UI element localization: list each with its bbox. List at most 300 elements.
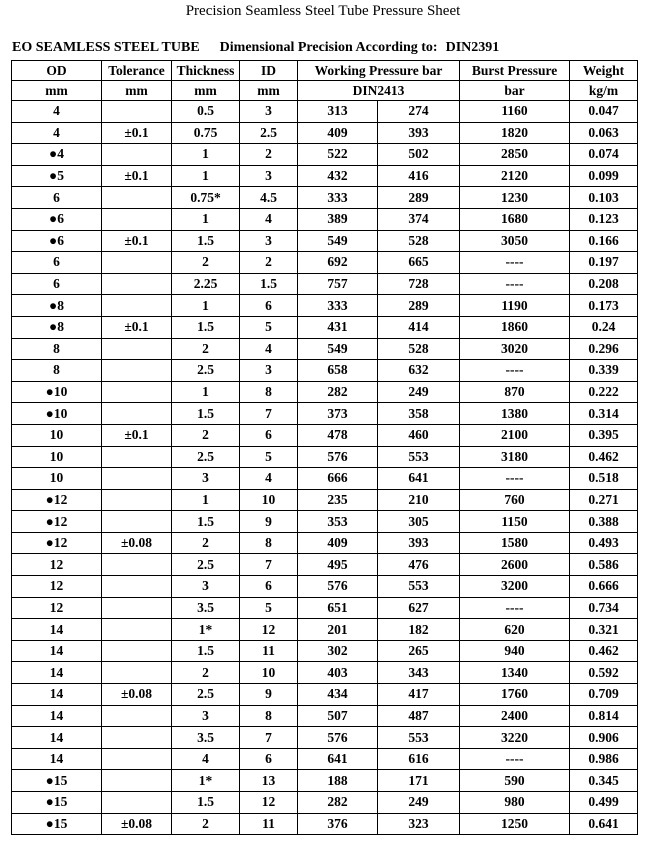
specification-table bbox=[11, 60, 638, 835]
cell-working-pressure-b: 417 bbox=[378, 684, 460, 706]
cell-thickness: 2.5 bbox=[172, 554, 240, 576]
cell-burst-pressure: 1340 bbox=[460, 662, 570, 684]
cell-weight: 0.047 bbox=[570, 101, 638, 123]
cell-working-pressure-a: 658 bbox=[298, 360, 378, 382]
cell-od: 14 bbox=[12, 662, 102, 684]
cell-working-pressure-b: 323 bbox=[378, 813, 460, 835]
table-row bbox=[12, 295, 638, 317]
cell-od: ●6 bbox=[12, 230, 102, 252]
cell-burst-pressure: 3180 bbox=[460, 446, 570, 468]
cell-od: ●8 bbox=[12, 295, 102, 317]
cell-working-pressure-b: 414 bbox=[378, 316, 460, 338]
cell-od: 14 bbox=[12, 727, 102, 749]
cell-id: 2.5 bbox=[240, 122, 298, 144]
cell-thickness: 2.5 bbox=[172, 446, 240, 468]
col-header-thickness: Thickness bbox=[172, 61, 240, 81]
cell-working-pressure-b: 343 bbox=[378, 662, 460, 684]
table-row bbox=[12, 662, 638, 684]
cell-tolerance bbox=[102, 381, 172, 403]
cell-weight: 0.388 bbox=[570, 511, 638, 533]
table-row bbox=[12, 165, 638, 187]
cell-working-pressure-a: 507 bbox=[298, 705, 378, 727]
cell-tolerance bbox=[102, 662, 172, 684]
col-unit-od: mm bbox=[12, 81, 102, 101]
cell-weight: 0.734 bbox=[570, 597, 638, 619]
cell-tolerance bbox=[102, 489, 172, 511]
cell-od: 10 bbox=[12, 446, 102, 468]
cell-id: 3 bbox=[240, 360, 298, 382]
cell-burst-pressure: ---- bbox=[460, 360, 570, 382]
cell-id: 6 bbox=[240, 295, 298, 317]
cell-thickness: 3.5 bbox=[172, 597, 240, 619]
cell-tolerance bbox=[102, 187, 172, 209]
cell-od: 8 bbox=[12, 360, 102, 382]
cell-working-pressure-b: 641 bbox=[378, 468, 460, 490]
cell-tolerance bbox=[102, 101, 172, 123]
cell-burst-pressure: 940 bbox=[460, 640, 570, 662]
cell-tolerance bbox=[102, 403, 172, 425]
cell-id: 7 bbox=[240, 727, 298, 749]
cell-working-pressure-b: 728 bbox=[378, 273, 460, 295]
table-row bbox=[12, 619, 638, 641]
col-unit-tolerance: mm bbox=[102, 81, 172, 101]
cell-weight: 0.099 bbox=[570, 165, 638, 187]
company-name: EO SEAMLESS STEEL TUBE bbox=[12, 40, 200, 55]
cell-id: 3 bbox=[240, 101, 298, 123]
col-header-tolerance: Tolerance bbox=[102, 61, 172, 81]
table-row bbox=[12, 576, 638, 598]
cell-weight: 0.208 bbox=[570, 273, 638, 295]
cell-od: ●15 bbox=[12, 770, 102, 792]
cell-tolerance: ±0.1 bbox=[102, 230, 172, 252]
cell-od: 10 bbox=[12, 468, 102, 490]
cell-id: 2 bbox=[240, 252, 298, 274]
precision-standard: DIN2391 bbox=[445, 40, 500, 55]
cell-weight: 0.314 bbox=[570, 403, 638, 425]
cell-burst-pressure: 3220 bbox=[460, 727, 570, 749]
cell-working-pressure-b: 632 bbox=[378, 360, 460, 382]
cell-weight: 0.166 bbox=[570, 230, 638, 252]
cell-burst-pressure: 1680 bbox=[460, 208, 570, 230]
cell-id: 8 bbox=[240, 381, 298, 403]
table-row bbox=[12, 403, 638, 425]
cell-working-pressure-a: 282 bbox=[298, 792, 378, 814]
cell-weight: 0.063 bbox=[570, 122, 638, 144]
cell-tolerance: ±0.08 bbox=[102, 532, 172, 554]
cell-id: 1.5 bbox=[240, 273, 298, 295]
cell-id: 7 bbox=[240, 403, 298, 425]
cell-working-pressure-b: 171 bbox=[378, 770, 460, 792]
cell-burst-pressure: ---- bbox=[460, 597, 570, 619]
cell-weight: 0.986 bbox=[570, 748, 638, 770]
cell-burst-pressure: 1380 bbox=[460, 403, 570, 425]
cell-od: 14 bbox=[12, 619, 102, 641]
cell-working-pressure-b: 249 bbox=[378, 792, 460, 814]
table-row bbox=[12, 187, 638, 209]
cell-working-pressure-b: 502 bbox=[378, 144, 460, 166]
cell-id: 4 bbox=[240, 208, 298, 230]
cell-weight: 0.321 bbox=[570, 619, 638, 641]
cell-tolerance bbox=[102, 770, 172, 792]
cell-od: 14 bbox=[12, 640, 102, 662]
col-header-working-pressure: Working Pressure bar bbox=[298, 61, 460, 81]
cell-id: 12 bbox=[240, 619, 298, 641]
cell-thickness: 3 bbox=[172, 576, 240, 598]
cell-weight: 0.103 bbox=[570, 187, 638, 209]
cell-tolerance: ±0.1 bbox=[102, 165, 172, 187]
col-unit-burst: bar bbox=[460, 81, 570, 101]
cell-thickness: 1.5 bbox=[172, 403, 240, 425]
cell-thickness: 3 bbox=[172, 468, 240, 490]
cell-od: ●5 bbox=[12, 165, 102, 187]
cell-thickness: 1.5 bbox=[172, 511, 240, 533]
table-row bbox=[12, 144, 638, 166]
col-header-weight: Weight bbox=[570, 61, 638, 81]
cell-burst-pressure: 1860 bbox=[460, 316, 570, 338]
cell-id: 6 bbox=[240, 576, 298, 598]
col-working-standard: DIN2413 bbox=[298, 81, 460, 101]
cell-burst-pressure: 1250 bbox=[460, 813, 570, 835]
table-row bbox=[12, 792, 638, 814]
table-row bbox=[12, 252, 638, 274]
table-row bbox=[12, 446, 638, 468]
cell-working-pressure-a: 313 bbox=[298, 101, 378, 123]
cell-weight: 0.271 bbox=[570, 489, 638, 511]
cell-burst-pressure: 3020 bbox=[460, 338, 570, 360]
table-row bbox=[12, 597, 638, 619]
cell-tolerance bbox=[102, 748, 172, 770]
cell-working-pressure-a: 666 bbox=[298, 468, 378, 490]
cell-working-pressure-a: 353 bbox=[298, 511, 378, 533]
cell-weight: 0.462 bbox=[570, 640, 638, 662]
cell-weight: 0.074 bbox=[570, 144, 638, 166]
table-row bbox=[12, 273, 638, 295]
cell-burst-pressure: 1150 bbox=[460, 511, 570, 533]
cell-id: 4 bbox=[240, 338, 298, 360]
cell-tolerance bbox=[102, 144, 172, 166]
cell-working-pressure-a: 302 bbox=[298, 640, 378, 662]
cell-od: 6 bbox=[12, 252, 102, 274]
cell-thickness: 2 bbox=[172, 662, 240, 684]
subtitle-line bbox=[12, 40, 499, 56]
cell-thickness: 1 bbox=[172, 295, 240, 317]
cell-od: 4 bbox=[12, 122, 102, 144]
cell-thickness: 2 bbox=[172, 338, 240, 360]
cell-tolerance bbox=[102, 338, 172, 360]
cell-working-pressure-b: 665 bbox=[378, 252, 460, 274]
cell-weight: 0.666 bbox=[570, 576, 638, 598]
cell-burst-pressure: 980 bbox=[460, 792, 570, 814]
cell-tolerance bbox=[102, 640, 172, 662]
cell-tolerance: ±0.1 bbox=[102, 316, 172, 338]
cell-thickness: 2.5 bbox=[172, 684, 240, 706]
cell-working-pressure-b: 553 bbox=[378, 446, 460, 468]
cell-working-pressure-a: 235 bbox=[298, 489, 378, 511]
cell-thickness: 2 bbox=[172, 532, 240, 554]
cell-working-pressure-a: 576 bbox=[298, 727, 378, 749]
cell-thickness: 1.5 bbox=[172, 640, 240, 662]
cell-burst-pressure: 590 bbox=[460, 770, 570, 792]
cell-working-pressure-a: 576 bbox=[298, 576, 378, 598]
cell-thickness: 1 bbox=[172, 144, 240, 166]
table-row bbox=[12, 748, 638, 770]
table-row bbox=[12, 489, 638, 511]
cell-id: 9 bbox=[240, 511, 298, 533]
cell-working-pressure-b: 305 bbox=[378, 511, 460, 533]
cell-burst-pressure: 3050 bbox=[460, 230, 570, 252]
cell-working-pressure-b: 393 bbox=[378, 122, 460, 144]
cell-od: ●8 bbox=[12, 316, 102, 338]
cell-thickness: 1 bbox=[172, 208, 240, 230]
cell-burst-pressure: 2120 bbox=[460, 165, 570, 187]
cell-od: ●12 bbox=[12, 511, 102, 533]
cell-burst-pressure: 2600 bbox=[460, 554, 570, 576]
cell-working-pressure-a: 333 bbox=[298, 187, 378, 209]
cell-burst-pressure: 620 bbox=[460, 619, 570, 641]
cell-od: 4 bbox=[12, 101, 102, 123]
cell-thickness: 3.5 bbox=[172, 727, 240, 749]
cell-thickness: 4 bbox=[172, 748, 240, 770]
cell-burst-pressure: 1580 bbox=[460, 532, 570, 554]
cell-thickness: 2.25 bbox=[172, 273, 240, 295]
cell-id: 9 bbox=[240, 684, 298, 706]
col-header-burst-pressure: Burst Pressure bbox=[460, 61, 570, 81]
cell-working-pressure-b: 553 bbox=[378, 576, 460, 598]
cell-working-pressure-a: 434 bbox=[298, 684, 378, 706]
table-row bbox=[12, 230, 638, 252]
cell-od: 12 bbox=[12, 597, 102, 619]
cell-burst-pressure: 870 bbox=[460, 381, 570, 403]
cell-working-pressure-a: 522 bbox=[298, 144, 378, 166]
cell-weight: 0.197 bbox=[570, 252, 638, 274]
cell-id: 3 bbox=[240, 230, 298, 252]
cell-working-pressure-b: 358 bbox=[378, 403, 460, 425]
cell-working-pressure-b: 487 bbox=[378, 705, 460, 727]
cell-weight: 0.814 bbox=[570, 705, 638, 727]
cell-working-pressure-a: 373 bbox=[298, 403, 378, 425]
table-row bbox=[12, 640, 638, 662]
table-row bbox=[12, 338, 638, 360]
cell-thickness: 0.75* bbox=[172, 187, 240, 209]
cell-id: 11 bbox=[240, 813, 298, 835]
cell-od: 12 bbox=[12, 554, 102, 576]
cell-thickness: 1* bbox=[172, 770, 240, 792]
cell-tolerance bbox=[102, 705, 172, 727]
cell-working-pressure-a: 757 bbox=[298, 273, 378, 295]
cell-working-pressure-b: 289 bbox=[378, 187, 460, 209]
cell-weight: 0.709 bbox=[570, 684, 638, 706]
cell-working-pressure-b: 289 bbox=[378, 295, 460, 317]
cell-burst-pressure: 760 bbox=[460, 489, 570, 511]
cell-od: 8 bbox=[12, 338, 102, 360]
cell-weight: 0.123 bbox=[570, 208, 638, 230]
cell-thickness: 3 bbox=[172, 705, 240, 727]
table-row bbox=[12, 122, 638, 144]
cell-working-pressure-b: 182 bbox=[378, 619, 460, 641]
cell-thickness: 2 bbox=[172, 813, 240, 835]
cell-od: 10 bbox=[12, 424, 102, 446]
cell-od: 6 bbox=[12, 187, 102, 209]
cell-working-pressure-b: 374 bbox=[378, 208, 460, 230]
cell-weight: 0.395 bbox=[570, 424, 638, 446]
cell-thickness: 1 bbox=[172, 381, 240, 403]
table-row bbox=[12, 532, 638, 554]
cell-working-pressure-b: 416 bbox=[378, 165, 460, 187]
cell-weight: 0.296 bbox=[570, 338, 638, 360]
cell-working-pressure-a: 282 bbox=[298, 381, 378, 403]
cell-burst-pressure: 2100 bbox=[460, 424, 570, 446]
cell-id: 11 bbox=[240, 640, 298, 662]
cell-id: 3 bbox=[240, 165, 298, 187]
cell-weight: 0.641 bbox=[570, 813, 638, 835]
cell-working-pressure-b: 616 bbox=[378, 748, 460, 770]
cell-weight: 0.24 bbox=[570, 316, 638, 338]
precision-label: Dimensional Precision According to: bbox=[219, 40, 438, 55]
cell-od: ●10 bbox=[12, 381, 102, 403]
cell-burst-pressure: 1190 bbox=[460, 295, 570, 317]
cell-working-pressure-a: 389 bbox=[298, 208, 378, 230]
cell-burst-pressure: 2850 bbox=[460, 144, 570, 166]
cell-working-pressure-a: 641 bbox=[298, 748, 378, 770]
cell-thickness: 1.5 bbox=[172, 230, 240, 252]
cell-tolerance bbox=[102, 446, 172, 468]
cell-thickness: 0.75 bbox=[172, 122, 240, 144]
cell-id: 8 bbox=[240, 532, 298, 554]
table-row bbox=[12, 208, 638, 230]
cell-id: 10 bbox=[240, 662, 298, 684]
cell-weight: 0.345 bbox=[570, 770, 638, 792]
cell-od: 12 bbox=[12, 576, 102, 598]
table-row bbox=[12, 511, 638, 533]
cell-burst-pressure: ---- bbox=[460, 748, 570, 770]
table-row bbox=[12, 554, 638, 576]
col-header-id: ID bbox=[240, 61, 298, 81]
cell-working-pressure-b: 528 bbox=[378, 230, 460, 252]
cell-id: 4.5 bbox=[240, 187, 298, 209]
table-row bbox=[12, 813, 638, 835]
table-body bbox=[12, 101, 638, 835]
table-row bbox=[12, 424, 638, 446]
cell-thickness: 1* bbox=[172, 619, 240, 641]
cell-thickness: 2.5 bbox=[172, 360, 240, 382]
cell-id: 2 bbox=[240, 144, 298, 166]
cell-id: 5 bbox=[240, 446, 298, 468]
cell-thickness: 1 bbox=[172, 165, 240, 187]
cell-working-pressure-a: 576 bbox=[298, 446, 378, 468]
cell-od: ●15 bbox=[12, 792, 102, 814]
cell-weight: 0.462 bbox=[570, 446, 638, 468]
cell-burst-pressure: ---- bbox=[460, 468, 570, 490]
cell-tolerance: ±0.08 bbox=[102, 813, 172, 835]
cell-id: 5 bbox=[240, 597, 298, 619]
cell-id: 5 bbox=[240, 316, 298, 338]
cell-tolerance: ±0.08 bbox=[102, 684, 172, 706]
cell-od: ●10 bbox=[12, 403, 102, 425]
cell-weight: 0.518 bbox=[570, 468, 638, 490]
cell-thickness: 1.5 bbox=[172, 792, 240, 814]
cell-tolerance bbox=[102, 360, 172, 382]
cell-working-pressure-a: 478 bbox=[298, 424, 378, 446]
cell-weight: 0.173 bbox=[570, 295, 638, 317]
cell-tolerance bbox=[102, 273, 172, 295]
cell-weight: 0.493 bbox=[570, 532, 638, 554]
cell-working-pressure-b: 627 bbox=[378, 597, 460, 619]
cell-burst-pressure: 3200 bbox=[460, 576, 570, 598]
cell-thickness: 2 bbox=[172, 252, 240, 274]
cell-od: ●12 bbox=[12, 532, 102, 554]
cell-working-pressure-a: 549 bbox=[298, 230, 378, 252]
cell-working-pressure-a: 409 bbox=[298, 532, 378, 554]
cell-burst-pressure: 1160 bbox=[460, 101, 570, 123]
cell-od: 6 bbox=[12, 273, 102, 295]
table-row bbox=[12, 381, 638, 403]
cell-working-pressure-a: 495 bbox=[298, 554, 378, 576]
cell-tolerance bbox=[102, 208, 172, 230]
cell-od: 14 bbox=[12, 748, 102, 770]
cell-working-pressure-b: 274 bbox=[378, 101, 460, 123]
cell-working-pressure-a: 409 bbox=[298, 122, 378, 144]
cell-tolerance bbox=[102, 295, 172, 317]
cell-thickness: 1.5 bbox=[172, 316, 240, 338]
cell-working-pressure-a: 403 bbox=[298, 662, 378, 684]
cell-tolerance bbox=[102, 468, 172, 490]
col-unit-thickness: mm bbox=[172, 81, 240, 101]
cell-tolerance: ±0.1 bbox=[102, 122, 172, 144]
table-row bbox=[12, 101, 638, 123]
cell-working-pressure-a: 333 bbox=[298, 295, 378, 317]
cell-working-pressure-b: 210 bbox=[378, 489, 460, 511]
cell-id: 6 bbox=[240, 424, 298, 446]
cell-od: ●4 bbox=[12, 144, 102, 166]
cell-tolerance bbox=[102, 597, 172, 619]
cell-od: 14 bbox=[12, 705, 102, 727]
cell-thickness: 2 bbox=[172, 424, 240, 446]
cell-id: 12 bbox=[240, 792, 298, 814]
table-row bbox=[12, 360, 638, 382]
cell-tolerance bbox=[102, 554, 172, 576]
cell-burst-pressure: ---- bbox=[460, 252, 570, 274]
cell-burst-pressure: ---- bbox=[460, 273, 570, 295]
cell-od: 14 bbox=[12, 684, 102, 706]
cell-tolerance bbox=[102, 511, 172, 533]
table-header bbox=[12, 61, 638, 101]
cell-burst-pressure: 2400 bbox=[460, 705, 570, 727]
col-unit-id: mm bbox=[240, 81, 298, 101]
cell-working-pressure-a: 201 bbox=[298, 619, 378, 641]
table-row bbox=[12, 770, 638, 792]
cell-working-pressure-a: 651 bbox=[298, 597, 378, 619]
cell-weight: 0.586 bbox=[570, 554, 638, 576]
table-row bbox=[12, 684, 638, 706]
cell-working-pressure-b: 460 bbox=[378, 424, 460, 446]
cell-working-pressure-b: 249 bbox=[378, 381, 460, 403]
table-row bbox=[12, 468, 638, 490]
table-row bbox=[12, 316, 638, 338]
cell-working-pressure-a: 376 bbox=[298, 813, 378, 835]
cell-working-pressure-b: 393 bbox=[378, 532, 460, 554]
cell-working-pressure-b: 553 bbox=[378, 727, 460, 749]
cell-working-pressure-a: 188 bbox=[298, 770, 378, 792]
cell-od: ●15 bbox=[12, 813, 102, 835]
table-row bbox=[12, 727, 638, 749]
cell-thickness: 0.5 bbox=[172, 101, 240, 123]
cell-id: 8 bbox=[240, 705, 298, 727]
cell-id: 6 bbox=[240, 748, 298, 770]
cell-tolerance bbox=[102, 792, 172, 814]
cell-tolerance bbox=[102, 576, 172, 598]
cell-burst-pressure: 1820 bbox=[460, 122, 570, 144]
cell-weight: 0.499 bbox=[570, 792, 638, 814]
